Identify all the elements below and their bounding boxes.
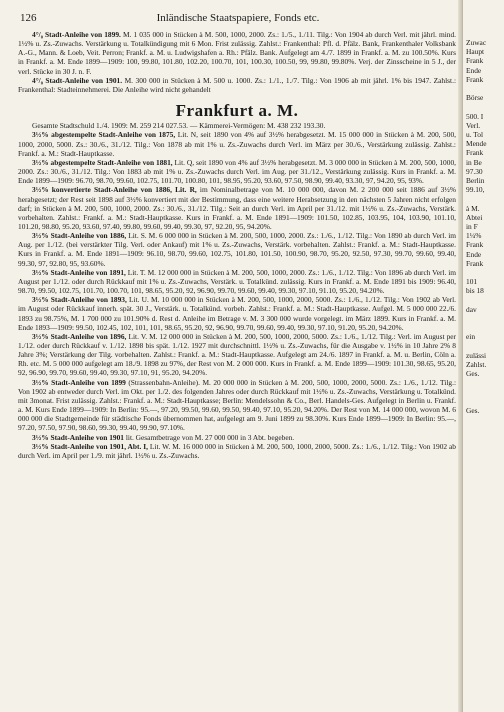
adjacent-page-fragment: dav <box>466 304 477 314</box>
paragraph-lead: 3½% Stadt-Anleihe von 1901 <box>32 432 124 442</box>
top-paragraphs <box>18 30 456 94</box>
paragraph-text: Lit. S. M. 6 000 000 in Stücken à M. 200, 500, 1000, 2000. Zs.: 1./6., 1./12. Tilg.: Von 1890 ab durch Verl. im Aug. per 1./12. (bei verstärkter Tilg. Verl. oder Ankauf) mit 1% u. Zs.-Zuwachs, Verstärk. vorbehalten. Zahlst.: Frankf. a. M.: Stadt-Hauptkasse. Kurs in Frankf. a. M. Ende 1891—1909: 96.10, 98.70, 99.60, 102.75, 101.80, 101.50, 100.90, 98.70, 95.20, 92.50, 97.30, 99.70, 99.60, 99.40, 99.30, 97, 92.80, 95, 93.60%. <box>18 231 456 268</box>
paragraph-text: Lit. T. M. 12 000 000 in Stücken à M. 200, 500, 1000, 2000. Zs.: 1./6., 1./12. Tilg.: Von 1896 ab durch Verl. im August per 1./12. oder durch Rückkauf mit 1% u. Zs.-Zuwachs, Verstärk. u. Totalkünd. zulässig. Kurs in Frankf. a. M. Ende 1891 bis 1909: 96.40, 98.70, 99.50, 102.75, 101.70, 100.70, 101, 98.65, 95.20, 92, 96.90, 99.70, 99.60, 99.40, 99.30, 97.10, 91.10, 95.20, 94.20%. <box>18 267 456 296</box>
paragraph <box>18 121 456 130</box>
adjacent-page-fragment: Berlin <box>466 176 485 185</box>
paragraph-lead: 3½% Stadt-Anleihe von 1899 <box>32 377 126 387</box>
adjacent-page-fragment: 1¼% <box>466 231 482 241</box>
paragraph-lead: 3½% abgestempelte Stadt-Anleihe von 1875, <box>32 130 176 140</box>
paragraph-text: Lit. W. M. 16 000 000 in Stücken à M. 200, 500, 1000, 2000, 5000. Zs.: 1./6., 1./12. Tilg.: Von 1902 ab durch Verl. im April per 1./9. mit jährl. 1½% u. Zs.-Zuwachs. <box>18 441 456 460</box>
paragraph-text: im Nominalbetrage von M. 10 000 000, davon M. 2 200 000 seit 1886 auf 3½% herabgesetzt; der Rest seit 1898 auf 3½% konvertiert mit der Bestimmung, dass eine weitere Herabsetzung in den nächsten 5 Jahren nicht erfolgen darf; in Stücken à M. 200, 500, 1000, 2000. Zs.: 30./6., 31./12. Tilg.: Seit an durch Verl. im April per 31./12. mit 1½% u. Zs.-Zuwachs, Verstärk. vorbehalten. Zahlst.: Frankf. a. M.: Stadt-Hauptkasse. Kurs in Frankf. a. M. Ende 1891—1909: 101.50, 102.85, 103.95, 104, 103.90, 101.10, 101.20, 98.80, 95.20, 93.60, 97.40, 99.80, 99.60, 99.40, 99.30, 97, 92.20, 95, 94.20%. <box>18 185 456 231</box>
paragraph-lead: 3½% abgestempelte Stadt-Anleihe von 1881, <box>32 157 173 167</box>
paragraph <box>18 76 456 94</box>
paragraph-text: Lit. N, seit 1890 von 4% auf 3½% herabgesetzt. M. 15 000 000 in Stücken à M. 200, 500, 1000, 2000, 5000. Zs.: 30./6., 31./12. Tilg.: Von 1878 ab mit 1% u. Zs.-Zuwachs durch Verl. im März per 30./6., Verstärkung zulässig. Zahlst.: Frankf. a. M.: Stadt-Hauptkasse. <box>18 130 456 158</box>
adjacent-page-fragment: in Be <box>466 157 482 167</box>
paragraph-lead: 3½% Stadt-Anleihe von 1896, <box>32 331 127 341</box>
adjacent-page-fragment: Frank <box>466 74 484 84</box>
adjacent-page-strip <box>462 0 504 712</box>
adjacent-page-fragment: Frank <box>466 56 484 66</box>
adjacent-page-fragment: 101 <box>466 277 478 287</box>
paragraph-lead: 3½% Stadt-Anleihe von 1886, <box>32 231 127 241</box>
text-body <box>18 30 456 460</box>
running-title: Inländische Staatspapiere, Fonds etc. <box>156 12 320 24</box>
adjacent-page-fragment: zulässi <box>466 350 487 360</box>
adjacent-page-fragment: Abtei <box>466 212 483 222</box>
adjacent-page-fragment: 99.10, <box>466 185 485 195</box>
paragraph <box>18 268 456 295</box>
section-paragraphs <box>18 121 456 460</box>
paragraph <box>18 30 456 76</box>
section-title: Frankfurt a. M. <box>175 101 299 121</box>
adjacent-page-fragment: u. Tol <box>466 130 484 139</box>
paragraph-text: lit. Gesamtbetrage von M. 27 000 000 in 3 Abt. begeben. <box>123 432 295 442</box>
paragraph <box>18 433 456 442</box>
adjacent-page-fragment: Mende <box>466 139 487 149</box>
paragraph-lead: 3½% Stadt-Anleihe von 1891, <box>32 267 126 277</box>
adjacent-page-fragment: Zuwac <box>466 38 487 47</box>
page-number: 126 <box>20 12 37 24</box>
paragraph-lead: 3½% konvertierte Stadt-Anleihe von 1886, Lit. R, <box>32 185 197 195</box>
paragraph-lead: 4°/₀ Stadt-Anleihe von 1899. <box>32 30 121 39</box>
paragraph <box>18 378 456 433</box>
adjacent-page-fragment: Ende <box>466 249 482 259</box>
paragraph-text: Lit. Q, seit 1890 von 4% auf 3½% herabgesetzt. M. 3 000 000 in Stücken à M. 200, 500, 1000, 2000. Zs.: 30./6., 31./12. Tilg.: Von 1883 ab mit 1% u. Zs.-Zuwachs durch Verl. im Aug. per 31./12., Verstärkung zulässig. Kurs in Frankf. a. M. Ende 1899—1909: 96.70, 98.70, 99.60, 102.75, 101.70, 100.80, 101, 98.95, 95.20, 93.60, 97.50, 98.90, 99.40, 93.30, 97, 94.20, 95, 93%. <box>18 157 456 186</box>
paragraph <box>18 130 456 157</box>
adjacent-page-fragment: Frank <box>466 148 484 158</box>
adjacent-page-fragment: Ges. <box>466 369 480 379</box>
adjacent-page-fragment: à M. <box>466 203 480 213</box>
paragraph-text: Lit. U. M. 10 000 000 in Stücken à M. 200, 500, 1000, 2000, 5000. Zs.: 1./6., 1./12. Tilg.: Von 1902 ab Verl. im August oder Rückkauf innerh. spät. 30 J., Verstärk. u. Totalkünd. vorbeh. Zahlst.: Frankf. a. M.: Stadt-Hauptkasse. Aufgel. M. 5 000 000 22./6. 1893 zu 98.75%, M. 1 700 000 zu 101.90% d. Rest d. Anleihe im Betrage v. M. 3 300 000 wurde vorgelegt. im März 1899. Kurs in Frankf. a. M. Ende 1893—1909: 99.50, 102.45, 102, 101, 101, 98.65, 95.20, 92, 96.90, 99.70, 99.60, 99.40, 99.30, 97.10, 91.20, 95.20, 94.20%. <box>18 295 456 332</box>
paragraph-text: M. 300 000 in Stücken à M. 500 u. 1000. Zs.: 1./1., 1./7. Tilg.: Von 1906 ab mit jährl. 1% bis 1947. Zahlst.: Frankenthal: Stadteinnehmerei. Die Anleihe wird nicht gehandelt <box>18 75 457 94</box>
adjacent-page-fragment: Zahlst. <box>466 360 487 369</box>
paragraph <box>18 158 456 185</box>
adjacent-page-fragment: in F <box>466 222 478 231</box>
adjacent-page-fragment: Ende <box>466 65 482 75</box>
paragraph-text: M. 1 035 000 in Stücken à M. 500, 1000, 2000. Zs.: 1./5., 1./11. Tilg.: Von 1904 ab durch Verl. mit jährl. mind. 1½% u. Zs.-Zuwachs. Verstärkung u. Totalkündigung mit 6 Mon. Frist zulässig. Zahlst.: Frankenthal: Pfl. d. Pfälz. Bank, Frankenthaler Volksbank A.-G., Mann. & Loeb, Veit. Perron; Frankf. a. M. u. Ludwigshafen a. Rh.: Pfälz. Bank. Aufgelegt am 4./7. 1899 in Frankf. a. M. zu 100.50%. Kurs in Frankf. a. M. Ende 1899—1909: 100, 99.80, 101.80, 102.20, 100.70, 101, 100.30, 100.50, 99, 99.80, 99.80%. Verj. der Zinsscheine in 5 J., der verl. Stücke in 30 J. n. F. <box>18 30 457 76</box>
adjacent-page-fragment: 97.30 <box>466 166 483 176</box>
paragraph-lead: 3½% Stadt-Anleihe von 1893, <box>32 295 127 305</box>
adjacent-page-fragment: 500. I <box>466 111 484 121</box>
adjacent-page-fragment: Ges. <box>466 406 480 415</box>
adjacent-page-fragment: Frank <box>466 240 484 250</box>
paragraph-lead: 4°/₀ Stadt-Anleihe von 1901. <box>32 75 123 85</box>
adjacent-page-fragment: bis 18 <box>466 286 484 296</box>
adjacent-page-fragment: ein <box>466 332 476 342</box>
paragraph-text: Gesamte Stadtschuld 1./4. 1909: M. 259 214 027.53. — Kämmerei-Vermögen: M. 438 232 193.30. <box>32 121 326 131</box>
paragraph <box>18 295 456 332</box>
adjacent-page-fragment: Börse <box>466 93 484 103</box>
paragraph-text: (Strassenbahn-Anleihe). M. 20 000 000 in Stücken à M. 200, 500, 1000, 2000, 5000. Zs.: 1./6., 1./12. Tilg.: Von 1902 ab entweder durch Verl. im Okt. per 1./2. des folgenden Jahres oder durch Rückkauf mit 1½% u. Zs.-Zuwachs, Verstärkung u. Totalkünd. mit 3monat. Frist zulässig. Zahlst.: Frankf. a. M.: Stadt-Hauptkasse; Berlin: Mendelssohn & Co., Berl. Handels-Ges. Aufgelegt in Berlin u. Frankf. a. M. Kurs Ende 1899—1909: In Berlin: 95.—, 97.20, 99.50, 99.60, 99.50, 99.40, 97.10, 95.20, 94.20%. Der Rest von M. 14 000 000, wovon M. 6 000 000 die Stadtgemeinde für städtische Fonds übernommen hat, aufgelegt am 9. Juni 1899 zu 98.30%. Kurs Ende 1899—1909: In Berlin: 95.—, 97.20, 97.50, 97.90, 98.60, 99.30, 99.40, 99.90, 97.10%. <box>18 377 456 433</box>
adjacent-page-fragment: Frank <box>466 258 484 268</box>
adjacent-page-fragment: Haupt <box>466 47 485 57</box>
paragraph <box>18 185 456 231</box>
paragraph-text: Lit. V. M. 12 000 000 in Stücken à M. 200, 500, 1000, 2000, 5000. Zs.: 1./6., 1./12. Tilg.: Verl. im August per 1./12. oder durch Rückkauf v. 1./12. 1898 bis spät. 1./12. 1927 mit durchschnittl. 1½% u. Zs.-Zuwachs, für die Ausgabe v. 1½% in 10 Jahre 2% 8 Jahre 3%; Verstärkung der Tilg. vorbehalten. Zahlst.: Frankf. a. M.: Stadt-Hauptkasse. Aufgelegt am 24./6. 1897 in Frankf. a. M. u. Berlin, Cöln a. Rh. etc. M. 5 000 000 aufgelegt am 18./9. 1898 zu 97%, der Rest von M. 2 000 000. Kurs in Frankf. a. M. Ende 1899—1909: 101.30, 98.65, 95.20, 92, 96.90, 99.70, 99.60, 99.40, 99.30, 97.10, 91, 95.20, 94.20%. <box>18 331 457 378</box>
running-header <box>20 12 456 26</box>
adjacent-page-fragment: Verl. <box>466 120 481 130</box>
paragraph <box>18 231 456 268</box>
paragraph <box>18 332 456 378</box>
paragraph-lead: 3½% Stadt-Anleihe von 1901, Abt. I, <box>32 441 148 451</box>
paragraph <box>18 442 456 460</box>
